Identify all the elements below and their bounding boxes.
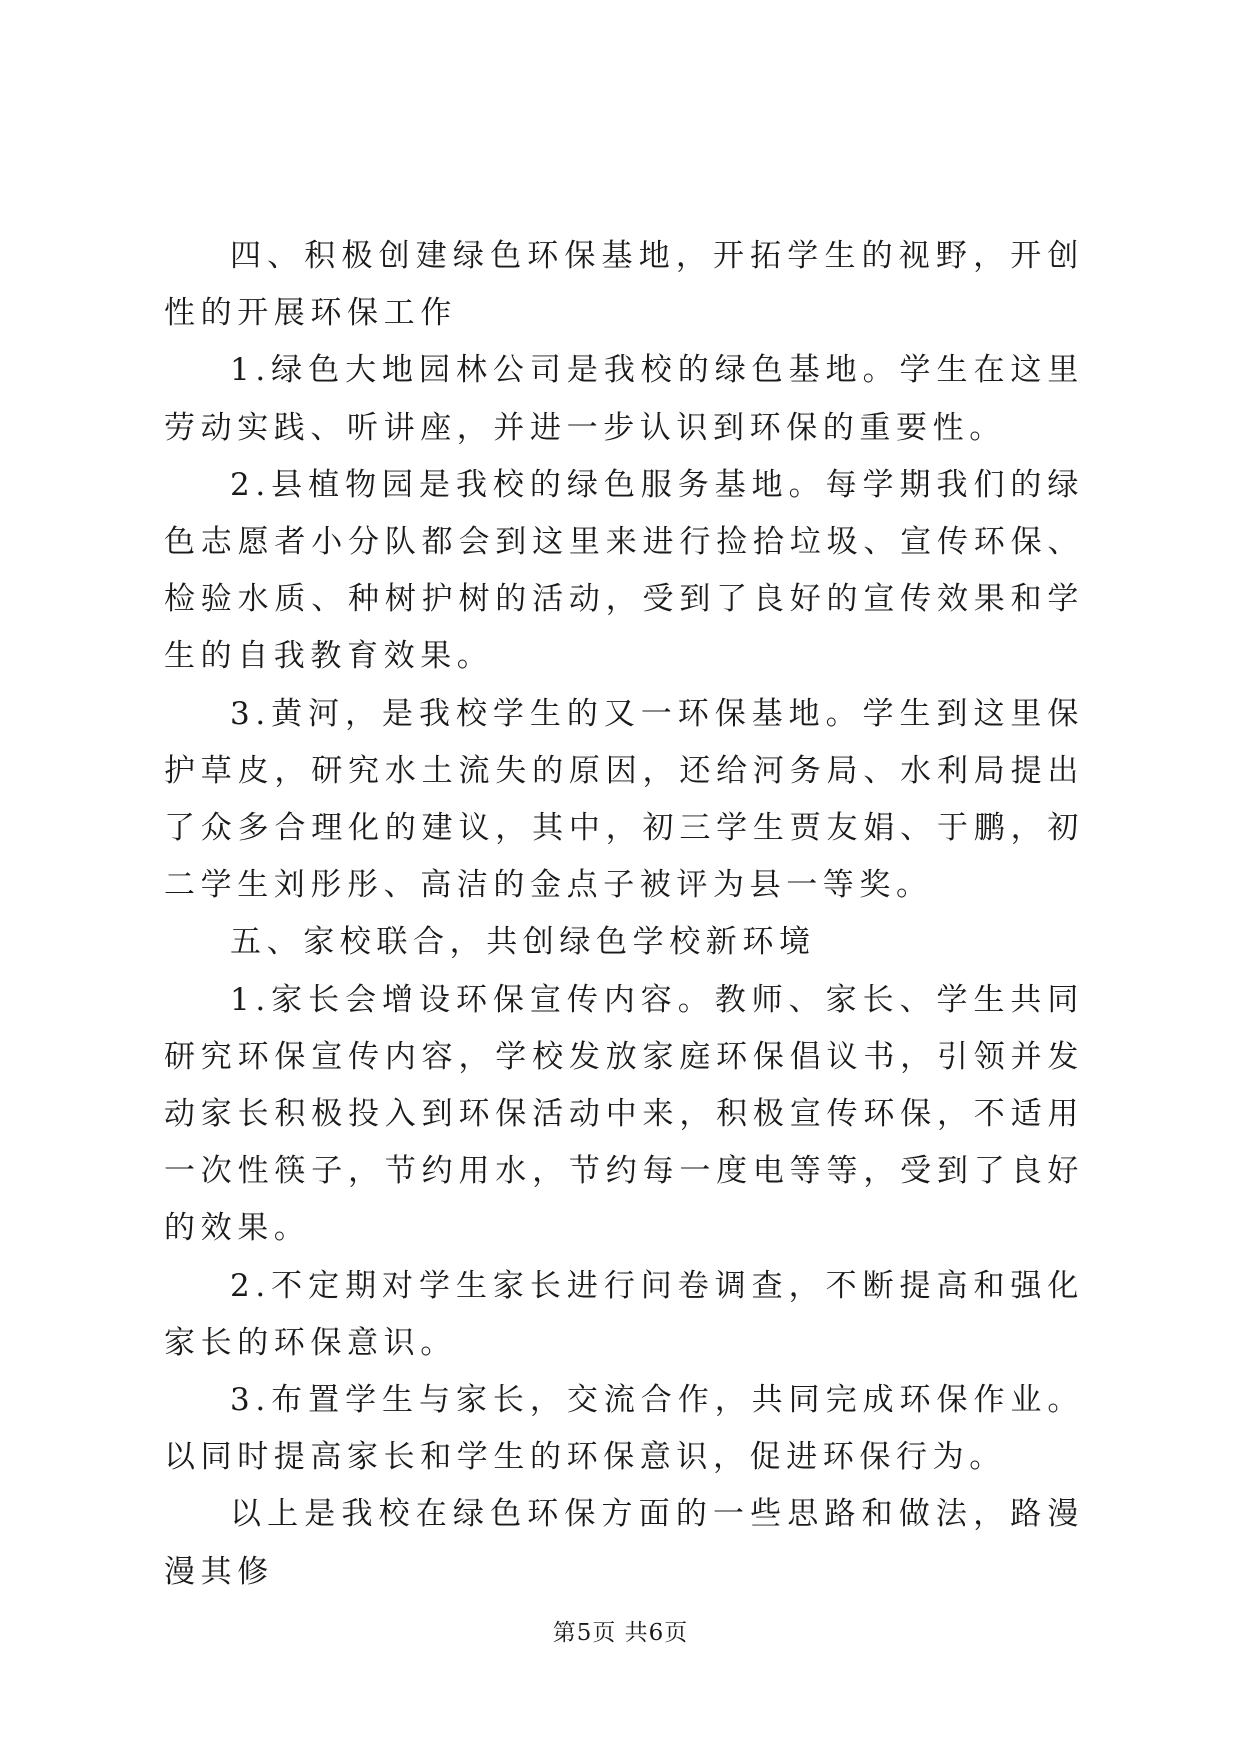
paragraph-item-2: 2.县植物园是我校的绿色服务基地。每学期我们的绿色志愿者小分队都会到这里来进行捡拾垃圾、宣传环保、检验水质、种树护树的活动，受到了良好的宣传效果和学生的自我教育效果。	[164, 466, 1084, 675]
heading-section-five: 五、家校联合，共创绿色学校新环境	[230, 924, 816, 961]
page-number-footer: 第5页 共6页	[552, 1620, 689, 1646]
paragraph-item-3: 3.黄河，是我校学生的又一环保基地。学生到这里保护草皮，研究水土流失的原因，还给河务局、水利局提出了众多合理化的建议，其中，初三学生贾友娟、于鹏，初二学生刘彤彤、高洁的金点子被评为县一等奖。	[164, 695, 1084, 904]
paragraph-item-1: 1.绿色大地园林公司是我校的绿色基地。学生在这里劳动实践、听讲座，并进一步认识到环保的重要性。	[164, 352, 1084, 446]
paragraph-item-1b: 1.家长会增设环保宣传内容。教师、家长、学生共同研究环保宣传内容，学校发放家庭环保倡议书，引领并发动家长积极投入到环保活动中来，积极宣传环保，不适用一次性筷子，节约用水，节约每一度电等等，受到了良好的效果。	[164, 981, 1084, 1247]
paragraph-conclusion: 以上是我校在绿色环保方面的一些思路和做法，路漫漫其修	[164, 1496, 1084, 1590]
document-body	[164, 228, 1084, 1601]
paragraph-item-3b: 3.布置学生与家长，交流合作，共同完成环保作业。以同时提高家长和学生的环保意识，促进环保行为。	[164, 1382, 1084, 1476]
paragraph-item-2b: 2.不定期对学生家长进行问卷调查，不断提高和强化家长的环保意识。	[164, 1267, 1084, 1361]
heading-section-four: 四、积极创建绿色环保基地，开拓学生的视野，开创性的开展环保工作	[164, 238, 1084, 332]
